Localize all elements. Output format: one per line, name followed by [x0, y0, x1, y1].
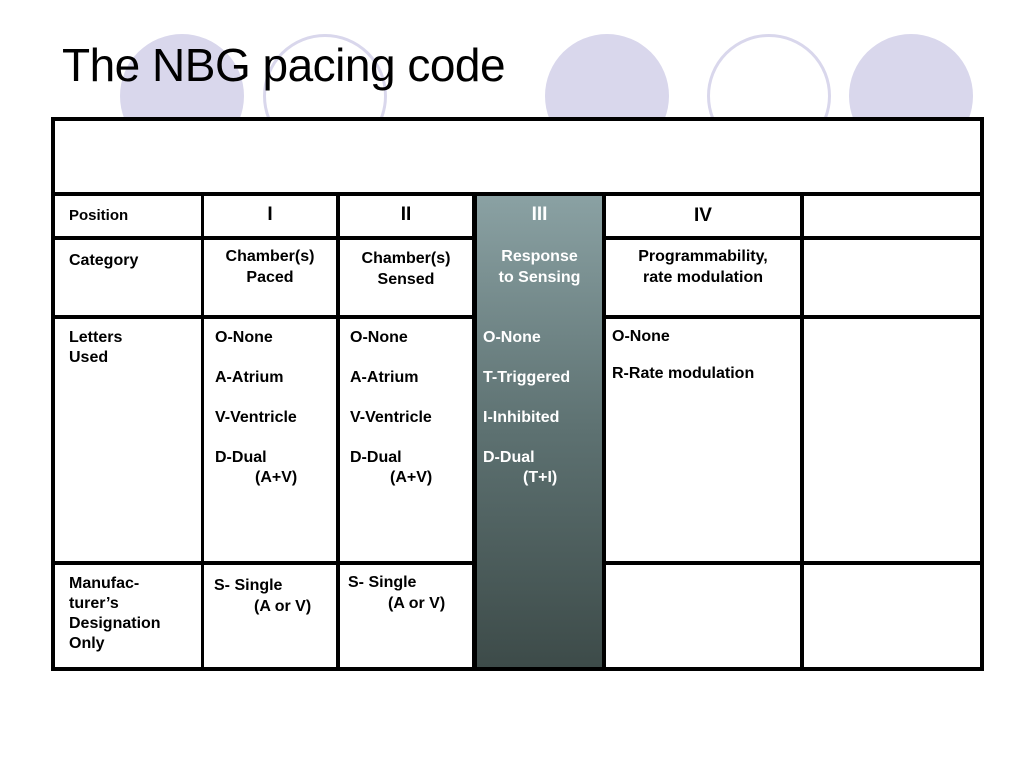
list-item: (A or V) — [388, 595, 446, 612]
list-item: D-Dual — [350, 449, 402, 466]
category-cell-iv: Programmability, rate modulation — [606, 240, 800, 315]
list-item: S- Single — [348, 574, 417, 591]
position-iv: IV — [694, 205, 712, 226]
letters-cell-v — [804, 319, 980, 561]
row-label-manufacturer: Manufac- turer’s Designation Only — [55, 565, 201, 667]
manufacturer-cell-v — [804, 565, 980, 667]
list-item: V-Ventricle — [350, 409, 432, 426]
manufacturer-cell-ii — [340, 565, 472, 667]
list-item: O-None — [350, 329, 408, 346]
position-cell-iv — [606, 196, 800, 236]
list-item: (A+V) — [390, 469, 433, 486]
row-label-letters-used: Letters Used — [55, 319, 201, 561]
list-item: R-Rate modulation — [612, 365, 755, 382]
manufacturer-cell-iv — [606, 565, 800, 667]
position-ii: II — [400, 204, 412, 225]
category-cell-i: Chamber(s) Paced — [204, 240, 336, 315]
category-cell-ii: Chamber(s) Sensed — [340, 240, 472, 315]
list-item: V-Ventricle — [215, 409, 297, 426]
letters-cell-iii — [477, 319, 602, 561]
position-iii: III — [531, 204, 548, 225]
letters-cell-ii — [340, 319, 472, 561]
position-cell-iii — [477, 196, 602, 236]
table-header-row — [55, 121, 980, 192]
manufacturer-cell-iii — [477, 565, 602, 667]
list-item: S- Single — [214, 577, 283, 594]
position-cell-i — [204, 196, 336, 236]
list-item: T-Triggered — [483, 369, 571, 386]
list-item: A-Atrium — [350, 369, 419, 386]
manufacturer-cell-i — [204, 565, 336, 667]
position-cell-ii — [340, 196, 472, 236]
position-i: I — [267, 204, 273, 225]
row-label-position: Position — [55, 196, 201, 236]
list-item: A-Atrium — [215, 369, 284, 386]
list-item: O-None — [483, 329, 541, 346]
list-item: O-None — [612, 328, 670, 345]
category-cell-iii: Response to Sensing — [498, 248, 581, 286]
list-item: D-Dual — [483, 449, 535, 466]
letters-cell-iv — [606, 319, 800, 561]
list-item: (A+V) — [255, 469, 298, 486]
letters-cell-i — [204, 319, 336, 561]
slide-title: The NBG pacing code — [62, 39, 506, 91]
category-cell-v — [804, 240, 980, 315]
list-item: I-Inhibited — [483, 409, 560, 426]
list-item: D-Dual — [215, 449, 267, 466]
list-item: O-None — [215, 329, 273, 346]
list-item: (A or V) — [254, 598, 312, 615]
list-item: (T+I) — [523, 469, 558, 486]
position-cell-v — [804, 196, 980, 236]
row-label-category: Category — [55, 240, 201, 315]
nbg-code-table — [51, 117, 984, 671]
